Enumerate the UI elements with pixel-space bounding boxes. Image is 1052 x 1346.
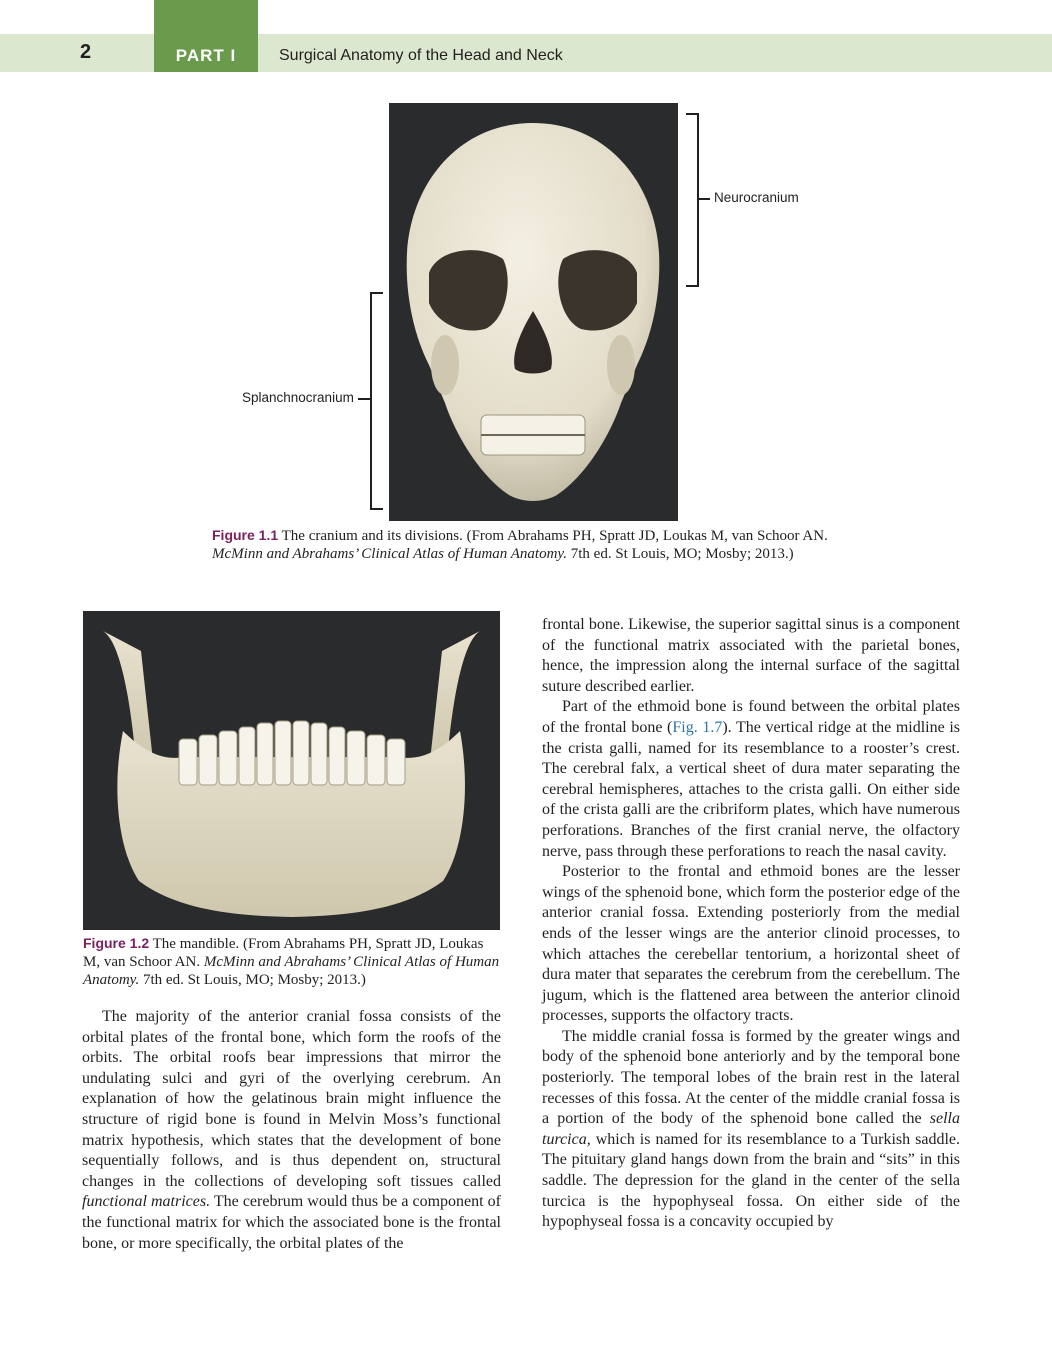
figure-1-2-caption-text: The mandible. (From Abrahams PH, Spratt JD, Loukas M, van Schoor AN. bbox=[83, 936, 484, 970]
right-column bbox=[542, 615, 960, 1233]
figure-1-2-caption-tail: 7th ed. St Louis, MO; Mosby; 2013.) bbox=[139, 972, 366, 988]
figure-1-7-link[interactable]: Fig. 1.7 bbox=[672, 718, 723, 736]
neurocranium-bracket bbox=[686, 113, 699, 287]
part-tab bbox=[154, 0, 258, 72]
part-label: PART I bbox=[175, 46, 237, 65]
figure-1-2-caption bbox=[83, 934, 502, 989]
neurocranium-tick bbox=[698, 198, 710, 200]
left-paragraph-1-text: The majority of the anterior cranial fossa consists of the orbital plates of the frontal bone, which form the roofs of the orbits. The orbital roofs bear impressions that mirror the undulating sulci and gyri of the overlying cerebrum. An explanation of how the gelatinous brain might influence the structure of rigid bone is found in Melvin Moss’s functional matrix hypothesis, which states that the development of bone sequentially follows, and is thus dependent on, structural changes in the collections of developing soft tissues called bbox=[82, 1008, 501, 1190]
splanchnocranium-bracket bbox=[370, 292, 383, 510]
splanchnocranium-tick bbox=[358, 398, 370, 400]
figure-1-2-caption-source: McMinn and Abrahams’ Clinical Atlas of Human Anatomy. bbox=[83, 954, 500, 988]
figure-1-2-label: Figure 1.2 bbox=[83, 935, 150, 951]
running-title: Surgical Anatomy of the Head and Neck bbox=[279, 47, 563, 64]
right-paragraph-4 bbox=[542, 1027, 960, 1233]
right-paragraph-4-italic: sella turcica, bbox=[542, 1110, 960, 1148]
figure-1-1-caption-tail: 7th ed. St Louis, MO; Mosby; 2013.) bbox=[567, 546, 794, 562]
right-paragraph-1: frontal bone. Likewise, the superior sagittal sinus is a component of the functional matrix associated with the parietal bones, hence, the impression along the internal surface of the sagittal suture described earlier. bbox=[542, 616, 960, 695]
left-paragraph-1-italic: functional matrices. bbox=[82, 1193, 211, 1211]
right-paragraph-4-text: The middle cranial fossa is formed by the greater wings and body of the sphenoid bone anteriorly and by the temporal bone posteriorly. The temporal lobes of the brain rest in the lateral recesses of this fossa. At the center of the middle cranial fossa is a portion of the body of the sphenoid bone called the bbox=[542, 1027, 960, 1128]
page-number: 2 bbox=[80, 41, 92, 63]
right-paragraph-3: Posterior to the frontal and ethmoid bones are the lesser wings of the sphenoid bone, which form the posterior edge of the anterior cranial fossa. Extending posteriorly from the medial ends of the lesser wings are the anterior clinoid processes, to which attaches the cerebellar tentorium, a horizontal sheet of dura mater that separates the cerebrum from the cerebellum. The jugum, which is the flattened area between the anterior clinoid processes, supports the olfactory tracts. bbox=[542, 863, 960, 1025]
right-paragraph-2-text: Part of the ethmoid bone is found between the orbital plates of the frontal bone ( bbox=[542, 698, 960, 736]
figure-1-1-caption-text: The cranium and its divisions. (From Abrahams PH, Spratt JD, Loukas M, van Schoor AN. bbox=[278, 528, 828, 544]
left-column bbox=[82, 1007, 501, 1254]
neurocranium-label: Neurocranium bbox=[714, 190, 799, 205]
right-paragraph-4-tail: which is named for its resemblance to a Turkish saddle. The pituitary gland hangs down from the brain and “sits” in this saddle. The depression for the gland in the center of the sella turcica is the hypophyseal fossa. On either side of the hypophyseal fossa is a concavity occupied by bbox=[542, 1130, 960, 1231]
figure-1-1-caption-source: McMinn and Abrahams’ Clinical Atlas of Human Anatomy. bbox=[212, 546, 567, 562]
figure-1-1-caption bbox=[212, 526, 832, 563]
right-paragraph-2-tail: ). The vertical ridge at the midline is the crista galli, named for its resemblance to a rooster’s crest. The cerebral falx, a vertical sheet of dura mater separating the cerebral hemispheres, attaches to the crista galli. On either side of the crista galli are the cribriform plates, which have numerous perforations. Branches of the first cranial nerve, the olfactory nerve, pass through these perforations to reach the nasal cavity. bbox=[542, 718, 961, 860]
splanchnocranium-label: Splanchnocranium bbox=[242, 390, 354, 405]
cranium-photo bbox=[389, 103, 678, 521]
figure-1-1-label: Figure 1.1 bbox=[212, 527, 279, 543]
mandible-photo bbox=[83, 611, 500, 930]
mandible-illustration bbox=[83, 611, 500, 930]
right-paragraph-2 bbox=[542, 697, 960, 862]
left-paragraph-1-tail: The cerebrum would thus be a component of the functional matrix for which the associated bone is the frontal bone, or more specifically, the orbital plates of the bbox=[82, 1193, 502, 1252]
skull-illustration bbox=[389, 103, 678, 521]
left-paragraph-1 bbox=[82, 1007, 501, 1254]
